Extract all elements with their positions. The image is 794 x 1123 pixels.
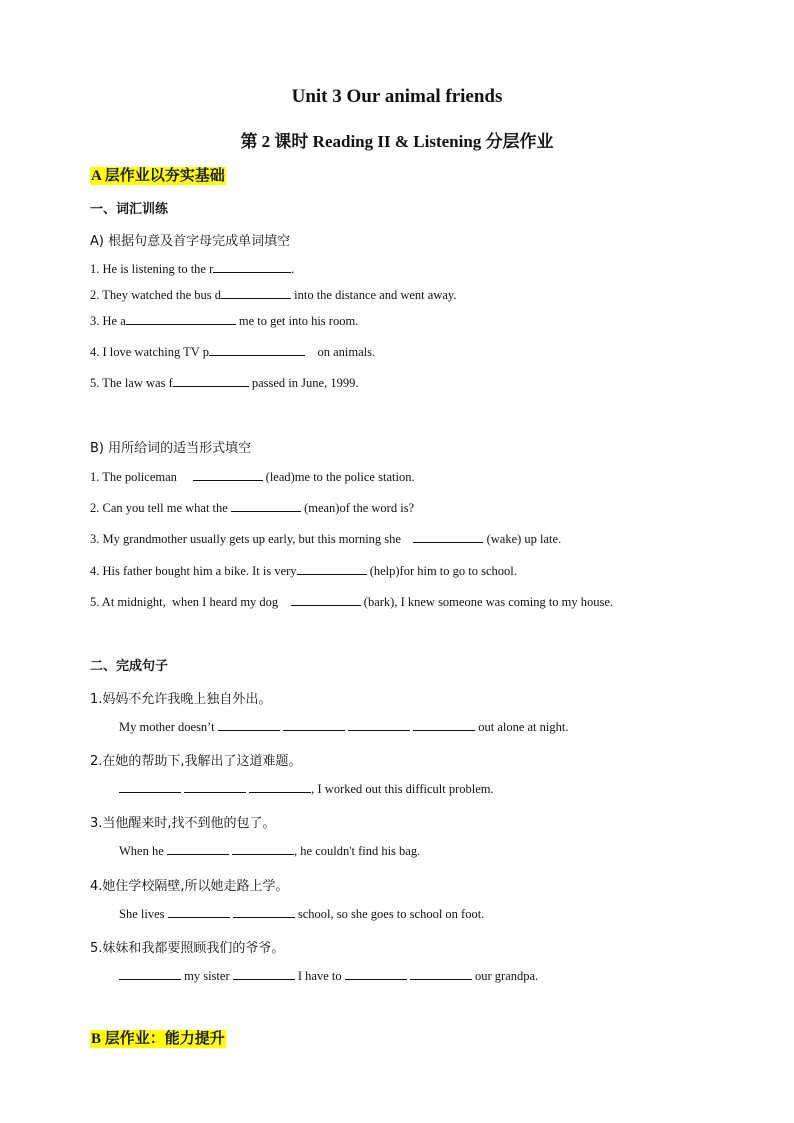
answer-blank[interactable] [232, 843, 294, 855]
sentence-5-english: my sister I have to our grandpa. [119, 968, 538, 984]
answer-blank[interactable] [233, 906, 295, 918]
section-sentences-heading: 二、完成句子 [90, 659, 169, 674]
answer-blank[interactable] [291, 594, 361, 606]
answer-blank[interactable] [126, 313, 236, 325]
vocab-b-item-3: 3. My grandmother usually gets up early, but this morning she (wake) up late. [90, 532, 562, 546]
answer-blank[interactable] [413, 531, 483, 543]
lesson-subtitle: 第 2 课时 Reading II & Listening 分层作业 [240, 132, 554, 151]
answer-blank[interactable] [283, 719, 345, 731]
answer-blank[interactable] [221, 287, 291, 299]
unit-title: Unit 3 Our animal friends [291, 86, 503, 107]
part-a-instruction: A) 根据句意及首字母完成单词填空 [90, 234, 291, 249]
vocab-a-item-2: 2. They watched the bus d into the distance and went away. [90, 288, 457, 302]
part-b-instruction: B) 用所给词的适当形式填空 [90, 441, 252, 456]
answer-blank[interactable] [209, 344, 305, 356]
vocab-a-item-3: 3. He a me to get into his room. [90, 314, 359, 328]
vocab-b-item-1: 1. The policeman (lead)me to the police station. [90, 470, 415, 484]
sentence-4-english: She lives school, so she goes to school on foot. [119, 907, 485, 921]
answer-blank[interactable] [119, 781, 181, 793]
answer-blank[interactable] [348, 719, 410, 731]
sentence-2-english: , I worked out this difficult problem. [119, 781, 494, 797]
sentence-1-english: My mother doesn’t out alone at night. [119, 720, 569, 734]
answer-blank[interactable] [297, 563, 367, 575]
answer-blank[interactable] [168, 906, 230, 918]
sentence-4-chinese: 4.她住学校隔壁,所以她走路上学。 [90, 879, 289, 894]
vocab-a-item-4: 4. I love watching TV p on animals. [90, 345, 376, 359]
sentence-3-chinese: 3.当他醒来时,找不到他的包了。 [90, 816, 276, 831]
sentence-5-chinese: 5.妹妹和我都要照顾我们的爷爷。 [90, 941, 285, 956]
answer-blank[interactable] [213, 261, 291, 273]
answer-blank[interactable] [249, 781, 311, 793]
vocab-b-item-5: 5. At midnight, when I heard my dog (bark), I knew someone was coming to my house. [90, 595, 614, 609]
vocab-a-item-5: 5. The law was f passed in June, 1999. [90, 376, 359, 390]
level-a-label: A 层作业以夯实基础 [91, 168, 225, 184]
sentence-3-english: When he , he couldn't find his bag. [119, 844, 421, 858]
vocab-b-item-2: 2. Can you tell me what the (mean)of the word is? [90, 501, 415, 515]
level-a-heading [90, 164, 226, 185]
answer-blank[interactable] [193, 469, 263, 481]
answer-blank[interactable] [119, 968, 181, 980]
answer-blank[interactable] [184, 781, 246, 793]
vocab-a-item-1: 1. He is listening to the r . [90, 262, 295, 276]
vocab-b-item-4: 4. His father bought him a bike. It is very (help)for him to go to school. [90, 564, 517, 578]
level-b-heading [90, 1027, 226, 1048]
sentence-2-chinese: 2.在她的帮助下,我解出了这道难题。 [90, 754, 302, 769]
level-b-label: B 层作业：能力提升 [91, 1031, 225, 1047]
section-vocabulary-heading: 一、词汇训练 [90, 202, 169, 217]
answer-blank[interactable] [218, 719, 280, 731]
answer-blank[interactable] [231, 500, 301, 512]
answer-blank[interactable] [173, 375, 249, 387]
answer-blank[interactable] [413, 719, 475, 731]
answer-blank[interactable] [233, 968, 295, 980]
answer-blank[interactable] [410, 968, 472, 980]
answer-blank[interactable] [167, 843, 229, 855]
answer-blank[interactable] [345, 968, 407, 980]
sentence-1-chinese: 1.妈妈不允许我晚上独自外出。 [90, 692, 272, 707]
